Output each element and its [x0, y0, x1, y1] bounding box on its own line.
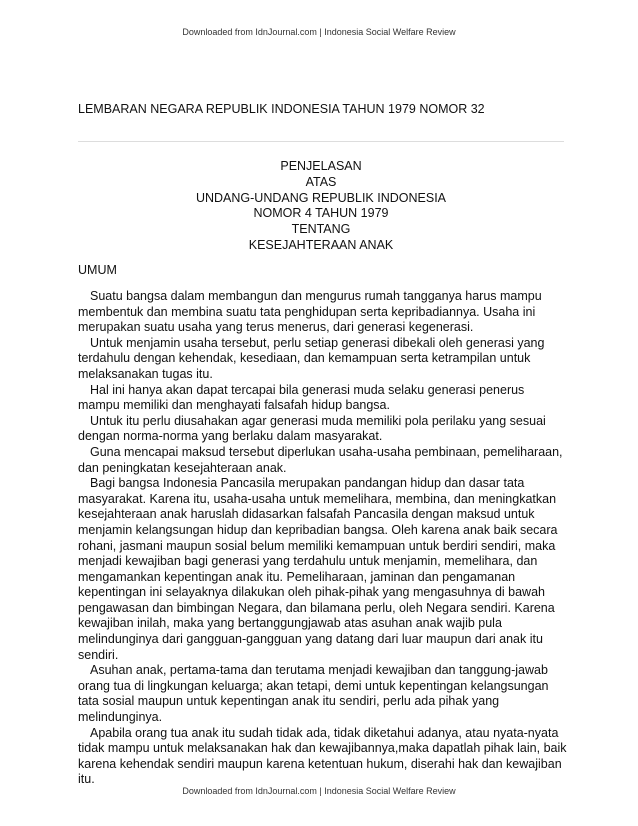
- section-title: UMUM: [78, 263, 117, 277]
- divider: [78, 141, 564, 142]
- heading-line: UNDANG-UNDANG REPUBLIK INDONESIA: [195, 190, 447, 205]
- paragraph: Untuk itu perlu diusahakan agar generasi muda memiliki pola perilaku yang sesuai dengan norma-norma yang berlaku dalam masyarakat.: [78, 413, 546, 444]
- paragraph: Asuhan anak, pertama-tama dan terutama menjadi kewajiban dan tanggung-jawab orang tua di lingkungan keluarga; akan tetapi, demi untuk kepentingan kelangsungan tata sosial maupun untuk kepentingan anak itu sendiri, perlu ada pihak yang melindunginya.: [78, 663, 549, 725]
- heading-line: PENJELASAN: [280, 159, 362, 173]
- paragraph: Bagi bangsa Indonesia Pancasila merupakan pandangan hidup dan dasar tata masyarakat. Karena itu, usaha-usaha untuk memelihara, membina, dan meningkatkan kesejahteraan anak haruslah didasarkan falsafah Pancasila dengan maksud untuk menjamin kelangsungan hidup dan kepribadian bangsa. Oleh karena anak baik secara rohani, jasmani maupun sosial belum memiliki kemampuan untuk berdiri sendiri, maka menjadi kewajiban bagi generasi yang terdahulu untuk menjamin, memelihara, dan mengamankan kepentingan anak itu. Pemeliharaan, jaminan dan pengamanan kepentingan ini selayaknya dilakukan oleh pihak-pihak yang mengasuhnya di bawah pengawasan dan bimbingan Negara, dan bilamana perlu, oleh Negara sendiri. Karena kewajiban inilah, maka yang bertanggungjawab atas asuhan anak wajib pula melindunginya dari gangguan-gangguan yang datang dari luar maupun dari anak itu sendiri.: [78, 476, 558, 662]
- paragraph: Untuk menjamin usaha tersebut, perlu setiap generasi dibekali oleh generasi yang terdahulu dengan kehendak, kesediaan, dan kemampuan serta ketrampilan untuk melaksanakan tugas itu.: [78, 335, 545, 381]
- document-body: [78, 289, 568, 788]
- paragraph: Guna mencapai maksud tersebut diperlukan usaha-usaha pembinaan, pemeliharaan, dan peningkatan kesejahteraan anak.: [78, 444, 563, 475]
- heading-line: NOMOR 4 TAHUN 1979: [253, 206, 389, 221]
- download-watermark-top: Downloaded from IdnJournal.com | Indonesia Social Welfare Review: [182, 27, 456, 37]
- heading-line: ATAS: [305, 174, 337, 189]
- paragraph: Suatu bangsa dalam membangun dan mengurus rumah tangganya harus mampu membentuk dan membina suatu tata penghidupan serta kepribadiannya. Usaha ini merupakan suatu usaha yang terus menerus, dari generasi kegenerasi.: [78, 289, 542, 335]
- gazette-title: LEMBARAN NEGARA REPUBLIK INDONESIA TAHUN 1979 NOMOR 32: [78, 102, 485, 116]
- paragraph: Apabila orang tua anak itu sudah tidak ada, tidak diketahui adanya, atau nyata-nyata tidak mampu untuk melaksanakan hak dan kewajibannya,maka dapatlah pihak lain, baik karena kehendak sendiri maupun karena ketentuan hukum, diserahi hak dan kewajiban itu.: [78, 725, 567, 787]
- heading-line: KESEJAHTERAAN ANAK: [248, 237, 394, 252]
- heading-line: TENTANG: [291, 222, 351, 237]
- document-heading: [78, 159, 564, 254]
- download-watermark-bottom: Downloaded from IdnJournal.com | Indonesia Social Welfare Review: [182, 786, 456, 796]
- paragraph: Hal ini hanya akan dapat tercapai bila generasi muda selaku generasi penerus mampu memiliki dan menghayati falsafah hidup bangsa.: [78, 382, 525, 413]
